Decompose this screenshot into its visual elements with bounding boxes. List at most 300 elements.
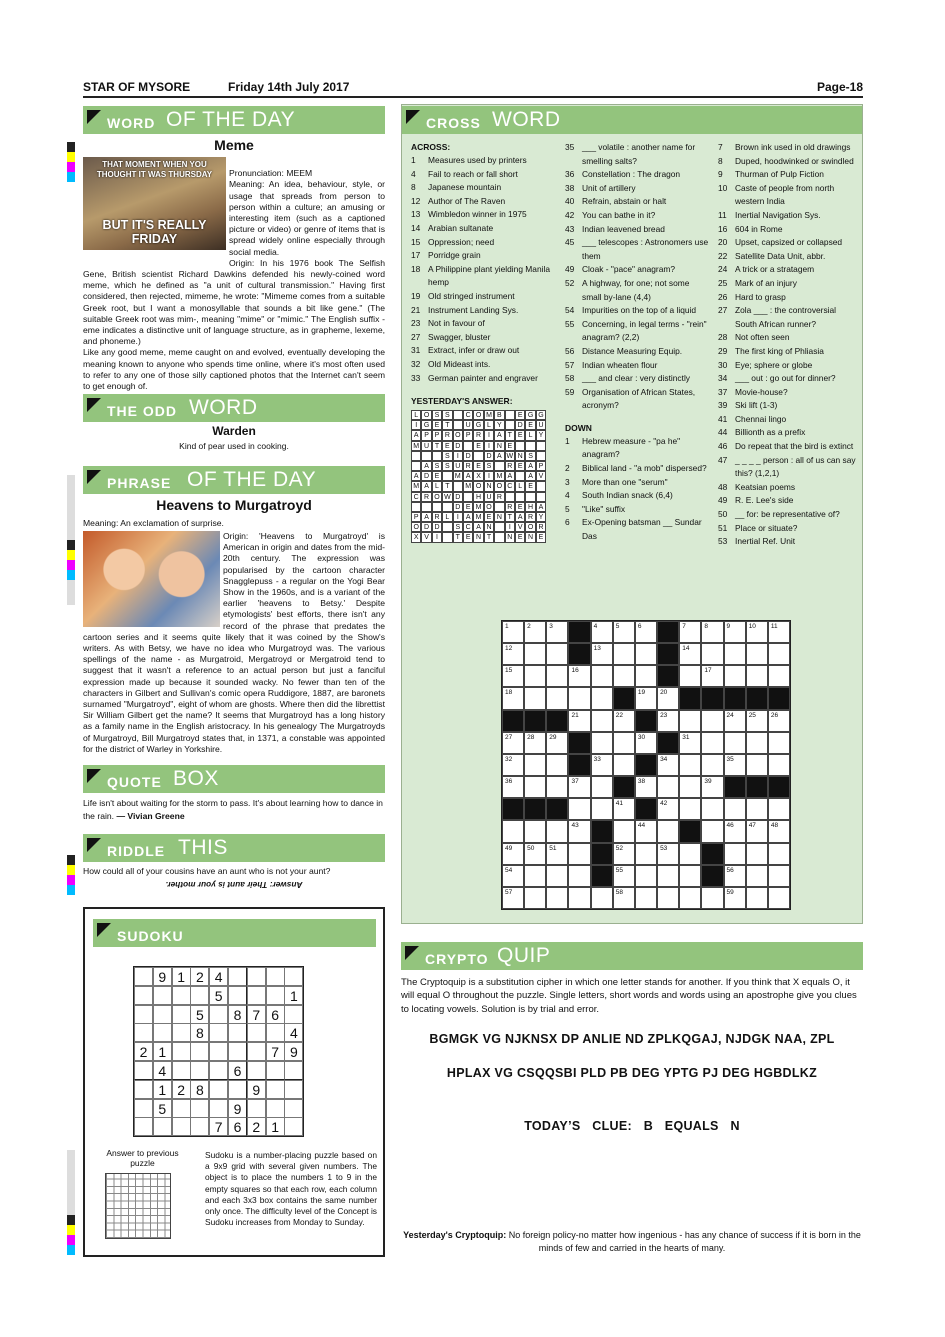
crossword-cell[interactable]: 19 (635, 687, 657, 709)
sudoku-cell[interactable] (172, 1005, 191, 1024)
sudoku-cell[interactable] (209, 1005, 228, 1024)
yesterday-cell: P (411, 512, 421, 522)
crossword-cell[interactable] (546, 820, 568, 842)
crossword-cell[interactable] (635, 665, 657, 687)
clue-number: 36 (565, 169, 575, 180)
yesterday-cell: S (432, 461, 442, 471)
clue-text: Impurities on the top of a liquid (582, 305, 697, 316)
crossword-cell[interactable]: 10 (746, 621, 768, 643)
sudoku-cell[interactable]: 8 (190, 1080, 209, 1099)
sudoku-cell[interactable] (228, 967, 247, 986)
crossword-cell[interactable]: 46 (724, 820, 746, 842)
yesterday-title: YESTERDAY'S ANSWER: (411, 396, 513, 407)
crossword-cell[interactable] (768, 732, 790, 754)
sudoku-cell[interactable]: 7 (247, 1005, 266, 1024)
sudoku-cell[interactable] (172, 1061, 191, 1080)
sudoku-cell[interactable]: 9 (284, 1042, 303, 1061)
yesterday-cell: M (453, 471, 463, 481)
crossword-cell[interactable]: 1 (502, 621, 524, 643)
crossword-cell[interactable]: 54 (502, 865, 524, 887)
sudoku-cell[interactable] (247, 1023, 266, 1042)
crossword-cell[interactable]: 7 (679, 621, 701, 643)
crossword-cell[interactable]: 15 (502, 665, 524, 687)
crossword-cell[interactable]: 6 (635, 621, 657, 643)
crossword-cell[interactable] (591, 887, 613, 909)
crossword-cell[interactable]: 59 (724, 887, 746, 909)
sudoku-cell[interactable] (209, 1061, 228, 1080)
clue-number: 1 (565, 435, 570, 446)
crossword-cell[interactable] (724, 665, 746, 687)
crossword-cell[interactable] (568, 843, 590, 865)
sudoku-cell[interactable]: 2 (247, 1117, 266, 1136)
sudoku-cell[interactable]: 1 (172, 967, 191, 986)
page-header (83, 78, 863, 98)
crossword-cell[interactable] (568, 687, 590, 709)
crossword-cell[interactable]: 56 (724, 865, 746, 887)
sudoku-cell[interactable] (266, 1099, 285, 1118)
yesterday-cell: P (432, 430, 442, 440)
crossword-cell[interactable]: 41 (613, 798, 635, 820)
crossword-cell[interactable]: 44 (635, 820, 657, 842)
clue-text: ___ and clear : very distinctly (582, 373, 690, 384)
crossword-cell[interactable]: 16 (568, 665, 590, 687)
crossword-cell[interactable]: 5 (613, 621, 635, 643)
black-square (701, 843, 723, 865)
yesterday-cell: X (411, 532, 421, 542)
crossword-cell[interactable]: 22 (613, 710, 635, 732)
clue-text: Concerning, in legal terms - "rein" anagram? (2,2) (582, 318, 707, 343)
yesterday-cell: N (473, 532, 483, 542)
clue-text: Measures used by printers (428, 155, 527, 165)
crossword-cell[interactable]: 33 (591, 754, 613, 776)
crossword-cell[interactable]: 47 (746, 820, 768, 842)
phrase-banner (83, 466, 385, 494)
crossword-cell[interactable] (568, 865, 590, 887)
crossword-cell[interactable] (746, 643, 768, 665)
crossword-cell[interactable]: 23 (657, 710, 679, 732)
crossword-cell[interactable]: 20 (657, 687, 679, 709)
sudoku-cell[interactable]: 9 (153, 967, 172, 986)
crossword-cell[interactable] (524, 776, 546, 798)
yesterday-cell (525, 492, 535, 502)
sudoku-cell[interactable] (134, 1023, 153, 1042)
crossword-cell[interactable]: 3 (546, 621, 568, 643)
sudoku-cell[interactable]: 2 (190, 967, 209, 986)
crossword-cell[interactable]: 52 (613, 843, 635, 865)
crossword-cell[interactable]: 28 (524, 732, 546, 754)
sudoku-cell[interactable]: 4 (209, 967, 228, 986)
cryptoquip-clue: TODAY’S CLUE: B EQUALS N (524, 1119, 740, 1133)
down-title: DOWN (565, 422, 592, 433)
sudoku-cell[interactable] (190, 986, 209, 1005)
sudoku-cell[interactable]: 6 (266, 1005, 285, 1024)
sudoku-cell[interactable] (134, 986, 153, 1005)
yesterday-cell: N (484, 522, 494, 532)
crossword-cell[interactable] (568, 887, 590, 909)
crossword-cell[interactable] (546, 865, 568, 887)
crossword-cell[interactable] (724, 798, 746, 820)
clue-text: __ for: be representative of? (735, 509, 840, 520)
crossword-cell[interactable]: 58 (613, 887, 635, 909)
sudoku-cell[interactable] (284, 1061, 303, 1080)
crossword-cell[interactable] (768, 887, 790, 909)
crossword-cell[interactable] (657, 820, 679, 842)
crossword-cell[interactable]: 50 (524, 843, 546, 865)
yesterday-cell: S (484, 461, 494, 471)
crossword-cell[interactable] (546, 887, 568, 909)
yesterday-cell (463, 441, 473, 451)
crossword-cell[interactable]: 35 (724, 754, 746, 776)
black-square (568, 754, 590, 776)
sudoku-cell[interactable] (172, 1099, 191, 1118)
yesterday-cell: L (432, 481, 442, 491)
crossword-cell[interactable]: 18 (502, 687, 524, 709)
yesterday-cell: E (484, 512, 494, 522)
yesterday-cell (515, 441, 525, 451)
crossword-cell[interactable] (613, 754, 635, 776)
crossword-cell[interactable] (768, 643, 790, 665)
crossword-cell[interactable] (635, 643, 657, 665)
sudoku-cell[interactable] (228, 986, 247, 1005)
crossword-cell[interactable] (724, 843, 746, 865)
crossword-cell[interactable] (635, 887, 657, 909)
sudoku-cell[interactable] (153, 1005, 172, 1024)
crossword-cell[interactable] (524, 665, 546, 687)
crossword-cell[interactable]: 36 (502, 776, 524, 798)
riddle-banner (83, 834, 385, 862)
yesterday-grid (411, 410, 546, 543)
sudoku-cell[interactable] (190, 1099, 209, 1118)
clue-item (411, 358, 556, 372)
crossword-cell[interactable] (657, 887, 679, 909)
crossword-cell[interactable]: 55 (613, 865, 635, 887)
crossword-cell[interactable] (502, 820, 524, 842)
crossword-cell[interactable]: 32 (502, 754, 524, 776)
sudoku-cell[interactable] (284, 1117, 303, 1136)
clue-text: Zola ___ : the controversial South African runner? (735, 305, 837, 329)
crossword-cell[interactable] (679, 865, 701, 887)
crossword-cell[interactable] (724, 643, 746, 665)
sudoku-cell[interactable] (266, 986, 285, 1005)
yesterday-label: Yesterday's Cryptoquip: (403, 1230, 507, 1240)
crossword-cell[interactable] (591, 710, 613, 732)
sudoku-cell[interactable]: 1 (153, 1042, 172, 1061)
clue-item (565, 345, 710, 359)
crossword-cell[interactable]: 43 (568, 820, 590, 842)
clue-number: 5 (565, 503, 570, 514)
sudoku-cell[interactable] (134, 1099, 153, 1118)
sudoku-cell[interactable] (284, 1099, 303, 1118)
yesterday-cell: L (442, 512, 452, 522)
crossword-cell[interactable]: 12 (502, 643, 524, 665)
clue-number: 20 (718, 237, 728, 248)
sudoku-cell[interactable] (284, 1080, 303, 1099)
sudoku-cell[interactable] (247, 967, 266, 986)
crossword-cell[interactable] (701, 754, 723, 776)
crossword-cell[interactable] (591, 776, 613, 798)
sudoku-cell[interactable] (172, 1023, 191, 1042)
clue-item (718, 168, 858, 182)
crossword-cell[interactable] (768, 665, 790, 687)
sudoku-cell[interactable]: 2 (172, 1080, 191, 1099)
yesterday-cell: A (525, 471, 535, 481)
clue-text: Brown ink used in old drawings (735, 142, 851, 152)
yesterday-cell: E (525, 481, 535, 491)
sudoku-cell[interactable]: 9 (247, 1080, 266, 1099)
sudoku-cell[interactable]: 9 (228, 1099, 247, 1118)
crossword-cell[interactable] (591, 665, 613, 687)
clue-number: 50 (718, 509, 728, 520)
crossword-cell[interactable]: 21 (568, 710, 590, 732)
sudoku-cell[interactable]: 1 (153, 1080, 172, 1099)
page-number: Page-18 (816, 80, 863, 94)
crossword-cell[interactable]: 57 (502, 887, 524, 909)
yesterday-cell (536, 492, 546, 502)
sudoku-cell[interactable] (172, 1042, 191, 1061)
wotd-word: Meme (214, 137, 254, 153)
sudoku-cell[interactable] (266, 1061, 285, 1080)
crossword-cell[interactable] (746, 887, 768, 909)
crossword-cell[interactable] (613, 820, 635, 842)
crossword-cell[interactable] (613, 665, 635, 687)
sudoku-cell[interactable]: 5 (153, 1099, 172, 1118)
crossword-cell[interactable] (724, 732, 746, 754)
clue-number: 2 (565, 463, 570, 474)
yesterday-cell: R (463, 461, 473, 471)
crossword-cell[interactable]: 37 (568, 776, 590, 798)
crossword-cell[interactable] (524, 865, 546, 887)
crossword-cell[interactable] (701, 820, 723, 842)
banner-label-small: WORD (107, 115, 156, 131)
crossword-cell[interactable] (768, 865, 790, 887)
crossword-cell[interactable]: 4 (591, 621, 613, 643)
yesterday-cell: C (505, 481, 515, 491)
clue-text: The first king of Phliasia (735, 345, 824, 356)
sudoku-cell[interactable] (134, 1005, 153, 1024)
crossword-cell[interactable] (546, 754, 568, 776)
clue-number: 4 (565, 490, 570, 501)
crossword-cell[interactable] (524, 820, 546, 842)
yesterday-cell (442, 522, 452, 532)
crossword-cell[interactable]: 51 (546, 843, 568, 865)
crossword-cell[interactable] (546, 643, 568, 665)
crossword-cell[interactable] (701, 643, 723, 665)
clue-number: 59 (565, 386, 575, 397)
crossword-cell[interactable] (524, 887, 546, 909)
crossword-cell[interactable] (679, 754, 701, 776)
sudoku-cell[interactable] (247, 986, 266, 1005)
crossword-cell[interactable] (768, 843, 790, 865)
clue-number: 23 (411, 318, 421, 329)
clue-item (411, 290, 556, 304)
crossword-cell[interactable] (746, 754, 768, 776)
sudoku-cell[interactable]: 4 (153, 1061, 172, 1080)
crossword-cell[interactable]: 34 (657, 754, 679, 776)
sudoku-cell[interactable]: 8 (228, 1005, 247, 1024)
crossword-cell[interactable] (701, 798, 723, 820)
clue-item (718, 331, 858, 345)
crossword-cell[interactable]: 9 (724, 621, 746, 643)
sudoku-cell[interactable] (134, 967, 153, 986)
crossword-cell[interactable] (524, 687, 546, 709)
sudoku-cell[interactable] (190, 1061, 209, 1080)
sudoku-cell[interactable] (247, 1042, 266, 1061)
crossword-cell[interactable] (701, 710, 723, 732)
sudoku-cell[interactable] (209, 1023, 228, 1042)
clue-item (411, 372, 556, 386)
crossword-cell[interactable] (546, 776, 568, 798)
black-square (568, 732, 590, 754)
yesterday-cell (453, 420, 463, 430)
sudoku-cell[interactable]: 4 (284, 1023, 303, 1042)
sudoku-cell[interactable]: 7 (209, 1117, 228, 1136)
crossword-cell[interactable]: 25 (746, 710, 768, 732)
yesterday-cell: T (453, 532, 463, 542)
crossword-cell[interactable]: 38 (635, 776, 657, 798)
crossword-cell[interactable] (679, 843, 701, 865)
sudoku-cell[interactable]: 8 (190, 1023, 209, 1042)
crossword-cell[interactable] (679, 887, 701, 909)
clue-number: 43 (565, 223, 575, 234)
crossword-cell[interactable] (746, 732, 768, 754)
crossword-cell[interactable] (701, 732, 723, 754)
sudoku-cell[interactable] (209, 1099, 228, 1118)
crossword-cell[interactable]: 13 (591, 643, 613, 665)
crossword-cell[interactable] (546, 687, 568, 709)
clue-text: South Indian snack (6,4) (582, 490, 673, 501)
crossword-cell[interactable]: 8 (701, 621, 723, 643)
crossword-cell[interactable] (591, 732, 613, 754)
crossword-cell[interactable]: 26 (768, 710, 790, 732)
crossword-cell[interactable]: 39 (701, 776, 723, 798)
sudoku-cell[interactable] (134, 1061, 153, 1080)
sudoku-cell[interactable] (247, 1099, 266, 1118)
sudoku-cell[interactable] (228, 1042, 247, 1061)
crossword-cell[interactable] (679, 710, 701, 732)
crossword-cell[interactable] (768, 754, 790, 776)
yesterday-cell: E (536, 532, 546, 542)
crossword-cell[interactable]: 27 (502, 732, 524, 754)
crossword-cell[interactable] (657, 865, 679, 887)
clue-text: Duped, hoodwinked or swindled (735, 155, 854, 166)
sudoku-cell[interactable]: 7 (266, 1042, 285, 1061)
crossword-cell[interactable] (524, 754, 546, 776)
sudoku-cell[interactable]: 6 (228, 1117, 247, 1136)
sudoku-cell[interactable]: 6 (228, 1061, 247, 1080)
sudoku-cell[interactable] (209, 1080, 228, 1099)
crossword-cell[interactable] (657, 776, 679, 798)
crossword-cell[interactable] (568, 798, 590, 820)
sudoku-grid[interactable] (133, 966, 304, 1137)
sudoku-cell[interactable] (209, 1042, 228, 1061)
crossword-cell[interactable]: 42 (657, 798, 679, 820)
sudoku-cell[interactable] (134, 1117, 153, 1136)
crossword-cell[interactable] (613, 643, 635, 665)
sudoku-cell[interactable] (284, 1005, 303, 1024)
yesterday-cell: D (515, 420, 525, 430)
crossword-cell[interactable] (768, 798, 790, 820)
sudoku-cell[interactable] (134, 1080, 153, 1099)
crossword-cell[interactable]: 30 (635, 732, 657, 754)
clue-number: 4 (411, 168, 416, 179)
yesterday-cell: S (453, 522, 463, 532)
crossword-cell[interactable]: 53 (657, 843, 679, 865)
crossword-cell[interactable] (701, 887, 723, 909)
crossword-cell[interactable]: 24 (724, 710, 746, 732)
crossword-cell[interactable]: 31 (679, 732, 701, 754)
crossword-cell[interactable]: 2 (524, 621, 546, 643)
crossword-cell[interactable] (635, 843, 657, 865)
crossword-cell[interactable]: 14 (679, 643, 701, 665)
sudoku-cell[interactable]: 2 (134, 1042, 153, 1061)
sudoku-cell[interactable]: 5 (209, 986, 228, 1005)
crossword-cell[interactable] (746, 843, 768, 865)
clue-number: 28 (718, 332, 728, 343)
crossword-cell[interactable]: 49 (502, 843, 524, 865)
clue-item (411, 208, 556, 222)
sudoku-cell[interactable] (153, 1117, 172, 1136)
sudoku-cell[interactable] (228, 1023, 247, 1042)
banner-label-small: CROSS (426, 115, 481, 131)
sudoku-cell[interactable] (190, 1042, 209, 1061)
sudoku-cell[interactable]: 1 (266, 1117, 285, 1136)
sudoku-cell[interactable]: 1 (284, 986, 303, 1005)
yesterday-cell: L (515, 481, 525, 491)
crossword-cell[interactable] (679, 665, 701, 687)
banner-label-small: SUDOKU (117, 928, 184, 944)
crossword-cell[interactable] (679, 776, 701, 798)
crossword-cell[interactable] (591, 687, 613, 709)
clue-item (411, 154, 556, 168)
crossword-grid[interactable] (501, 620, 791, 910)
crossword-cell[interactable]: 17 (701, 665, 723, 687)
crossword-cell[interactable] (591, 798, 613, 820)
sudoku-cell[interactable] (153, 1023, 172, 1042)
sudoku-cell[interactable] (190, 1117, 209, 1136)
sudoku-cell[interactable] (284, 967, 303, 986)
sudoku-cell[interactable] (266, 1080, 285, 1099)
crossword-cell[interactable] (746, 865, 768, 887)
crossword-cell[interactable] (746, 665, 768, 687)
sudoku-cell[interactable] (172, 986, 191, 1005)
crossword-cell[interactable] (746, 798, 768, 820)
crossword-cell[interactable] (679, 798, 701, 820)
crossword-cell[interactable] (546, 665, 568, 687)
clue-item (411, 344, 556, 358)
sudoku-cell[interactable] (228, 1080, 247, 1099)
sudoku-cell[interactable] (153, 986, 172, 1005)
crossword-cell[interactable]: 11 (768, 621, 790, 643)
sudoku-cell[interactable] (266, 967, 285, 986)
crossword-cell[interactable]: 48 (768, 820, 790, 842)
prev-answer-caption: Answer to previous puzzle (106, 1148, 179, 1168)
sudoku-cell[interactable] (172, 1117, 191, 1136)
banner-label-big: BOX (173, 767, 219, 790)
crossword-cell[interactable] (613, 732, 635, 754)
sudoku-cell[interactable]: 5 (190, 1005, 209, 1024)
crossword-cell[interactable] (524, 643, 546, 665)
crossword-cell[interactable]: 29 (546, 732, 568, 754)
yesterday-cell: V (421, 532, 431, 542)
clue-item (411, 263, 556, 290)
yesterday-cell: A (515, 512, 525, 522)
crossword-cell[interactable] (635, 865, 657, 887)
sudoku-cell[interactable] (266, 1023, 285, 1042)
clue-number: 29 (718, 345, 728, 356)
clue-item (411, 304, 556, 318)
sudoku-cell[interactable] (247, 1061, 266, 1080)
yesterday-cell: R (442, 430, 452, 440)
